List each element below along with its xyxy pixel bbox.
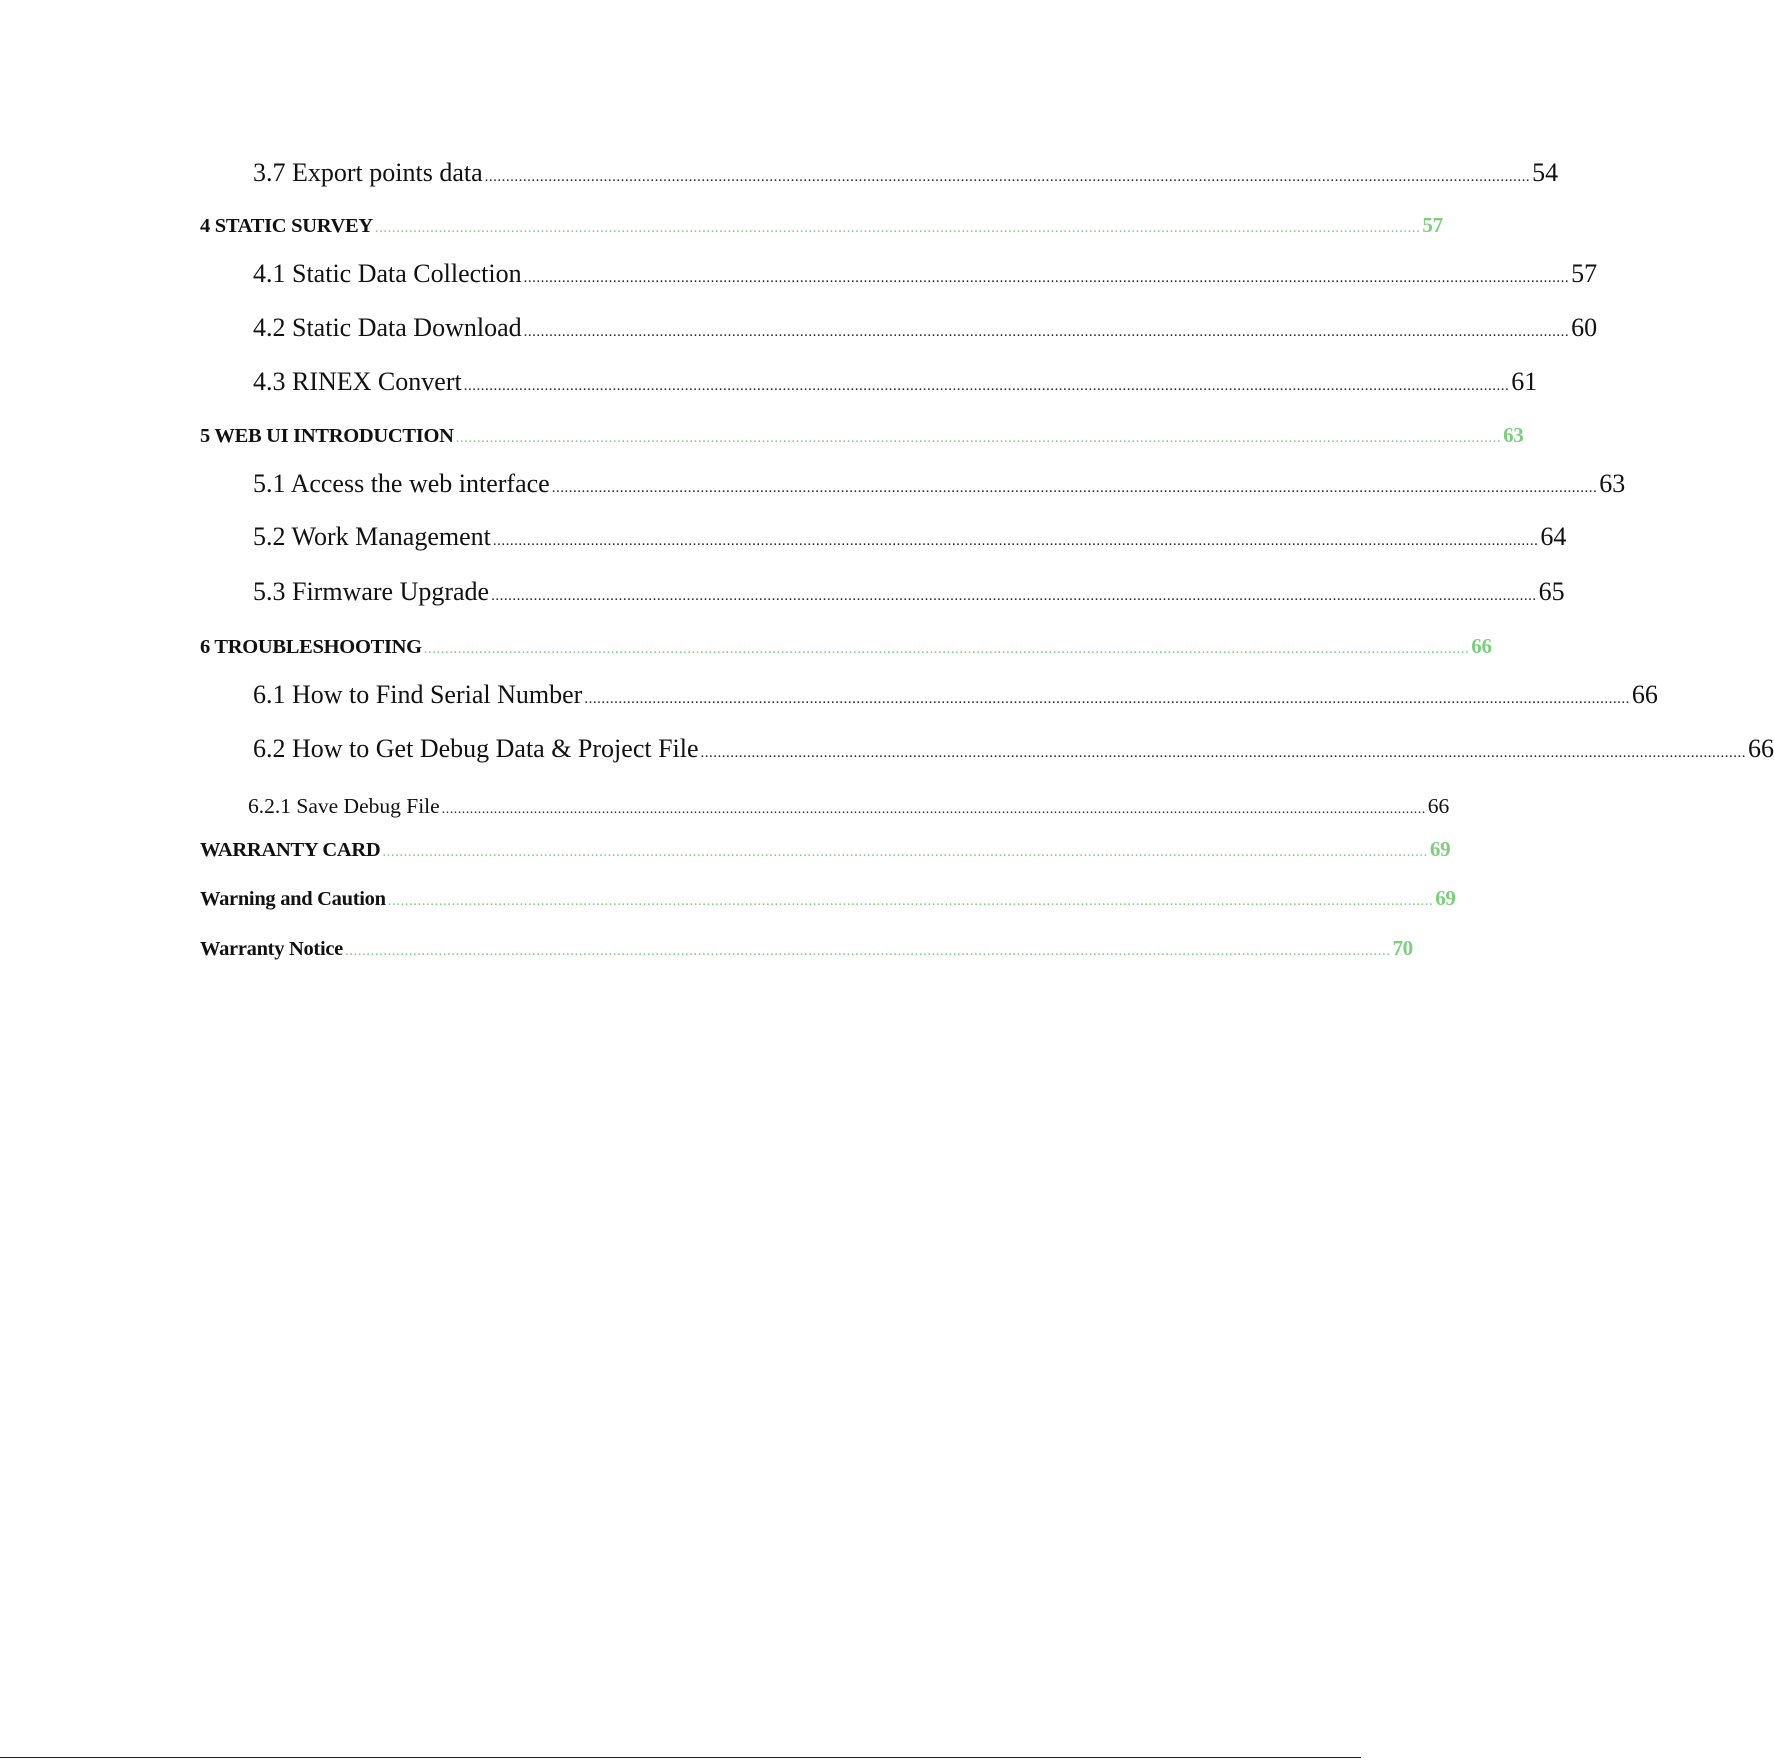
- toc-page-number: 66: [1748, 734, 1774, 763]
- toc-warranty-notice[interactable]: [200, 936, 1413, 961]
- toc-leader-dots: ......................................................................................................................................................................................................................................................: [523, 270, 1570, 286]
- toc-entry-label: 5.3 Firmware Upgrade: [253, 577, 490, 606]
- toc-entry-label: 4 STATIC SURVEY: [200, 215, 373, 237]
- toc-page-number: 69: [1435, 886, 1456, 910]
- toc-leader-dots: ......................................................................................................................................................................................................................................................: [484, 169, 1531, 185]
- toc-leader-dots: ......................................................................................................................................................................................................................................................: [463, 378, 1510, 394]
- toc-entry-3-7[interactable]: [200, 158, 1559, 188]
- toc-leader-dots: ......................................................................................................................................................................................................................................................: [492, 533, 1539, 549]
- toc-entry-label: 6.2.1 Save Debug File: [248, 794, 440, 818]
- toc-leader-dots: ......................................................................................................................................................................................................................................................: [551, 480, 1598, 496]
- toc-entry-label: Warranty Notice: [200, 938, 343, 960]
- toc-entry-6-1[interactable]: [200, 680, 1658, 710]
- toc-leader-dots: ......................................................................................................................................................................................................................................................: [584, 691, 1630, 707]
- toc-entry-label: 4.1 Static Data Collection: [253, 259, 522, 288]
- toc-entry-label: WARRANTY CARD: [200, 839, 381, 861]
- toc-leader-dots: ......................................................................................................................................................................................................................................................: [523, 324, 1570, 340]
- toc-entry-label: 4.3 RINEX Convert: [253, 367, 462, 396]
- toc-warning-and-caution[interactable]: [200, 886, 1456, 911]
- toc-entry-label: 6.1 How to Find Serial Number: [253, 680, 583, 709]
- toc-chapter-6[interactable]: [200, 634, 1492, 659]
- toc-entry-label: 6 TROUBLESHOOTING: [200, 636, 422, 658]
- toc-entry-5-1[interactable]: [200, 469, 1626, 499]
- toc-entry-label: 6.2 How to Get Debug Data & Project File: [253, 734, 699, 763]
- toc-leader-dots: ......................................................................................................................................................................................................................................................: [387, 893, 1434, 909]
- toc-entry-label: 5.2 Work Management: [253, 522, 491, 551]
- toc-entry-4-1[interactable]: [200, 259, 1598, 289]
- toc-entry-4-2[interactable]: [200, 313, 1598, 343]
- page-bottom-rule: [0, 1757, 1361, 1758]
- toc-page-number: 60: [1571, 313, 1598, 342]
- toc-entry-4-3[interactable]: [200, 367, 1538, 397]
- toc-page-number: 66: [1427, 794, 1450, 818]
- toc-entry-label: 3.7 Export points data: [253, 158, 483, 187]
- toc-leader-dots: ......................................................................................................................................................................................................................................................: [344, 943, 1391, 959]
- toc-entry-5-3[interactable]: [200, 577, 1565, 607]
- toc-entry-label: 4.2 Static Data Download: [253, 313, 522, 342]
- toc-warranty-card[interactable]: [200, 837, 1451, 862]
- toc-page-number: 66: [1471, 634, 1492, 658]
- toc-leader-dots: ......................................................................................................................................................................................................................................................: [382, 844, 1428, 860]
- toc-leader-dots: ......................................................................................................................................................................................................................................................: [455, 430, 1502, 446]
- toc-entry-5-2[interactable]: [200, 522, 1567, 552]
- toc-page-number: 69: [1429, 837, 1451, 861]
- toc-page-number: 66: [1631, 680, 1658, 709]
- toc-leader-dots: ......................................................................................................................................................................................................................................................: [491, 588, 1537, 604]
- toc-page-number: 64: [1540, 522, 1567, 551]
- toc-page-number: 70: [1392, 936, 1413, 960]
- toc-page-number: 65: [1538, 577, 1565, 606]
- toc-chapter-5[interactable]: [200, 423, 1524, 448]
- toc-leader-dots: ......................................................................................................................................................................................................................................................: [441, 802, 1426, 817]
- toc-page-number: 61: [1511, 367, 1538, 396]
- toc-page-number: 57: [1422, 213, 1443, 237]
- toc-entry-label: 5 WEB UI INTRODUCTION: [200, 425, 454, 447]
- toc-leader-dots: ......................................................................................................................................................................................................................................................: [374, 220, 1421, 236]
- toc-page-number: 63: [1599, 469, 1626, 498]
- toc-leader-dots: ......................................................................................................................................................................................................................................................: [423, 641, 1470, 657]
- toc-chapter-4[interactable]: [200, 213, 1443, 238]
- toc-page-number: 54: [1532, 158, 1559, 187]
- toc-page-number: 63: [1503, 423, 1524, 447]
- toc-page-number: 57: [1571, 259, 1598, 288]
- toc-leader-dots: ......................................................................................................................................................................................................................................................: [700, 745, 1747, 761]
- toc-entry-label: Warning and Caution: [200, 888, 386, 910]
- toc-entry-6-2[interactable]: [200, 734, 1774, 764]
- toc-entry-label: 5.1 Access the web interface: [253, 469, 550, 498]
- toc-entry-6-2-1[interactable]: [200, 794, 1450, 819]
